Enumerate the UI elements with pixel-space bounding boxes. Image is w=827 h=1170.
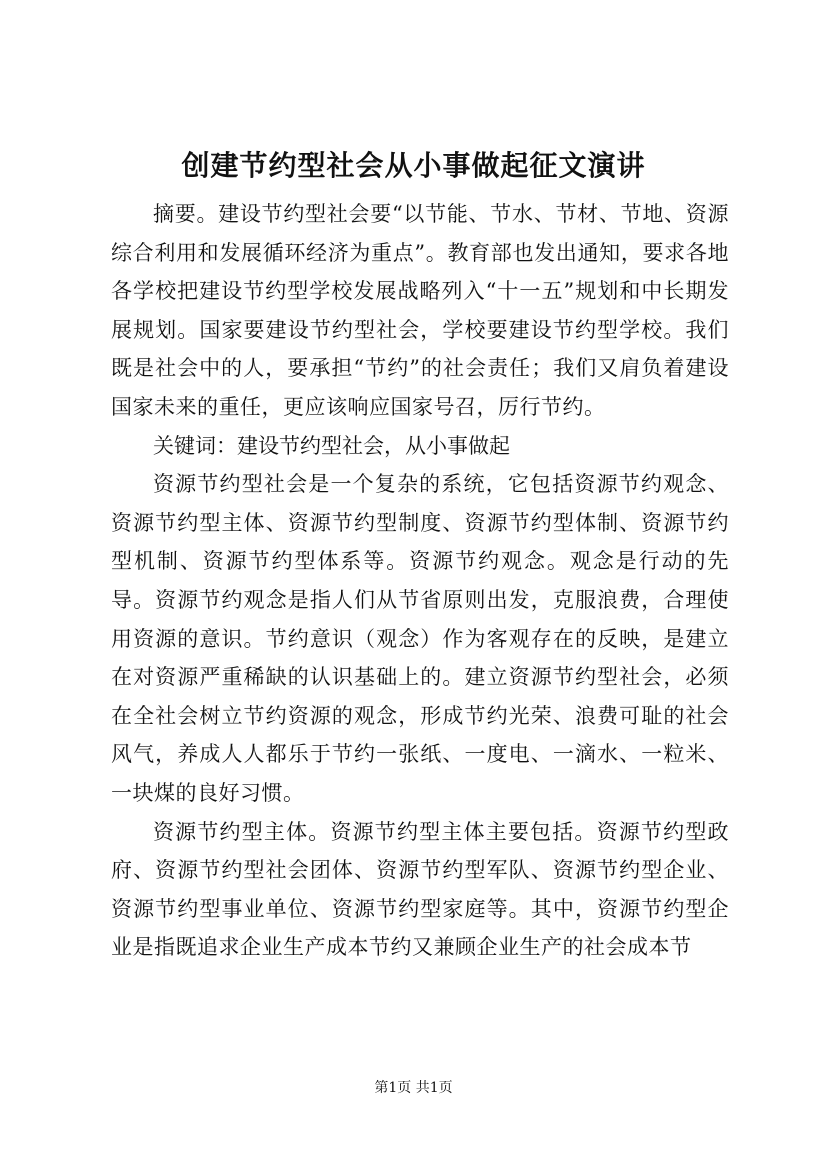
keywords-paragraph: 关键词：建设节约型社会，从小事做起 bbox=[153, 433, 510, 458]
abstract-paragraph: 摘要。建设节约型社会要“以节能、节水、节材、节地、资源综合利用和发展循环经济为重点”。教育部也发出通知，要求各地各学校把建设节约型学校发展战略列入“十一五”规划和中长期发展规划。国家要建设节约型社会，学校要建设节约型学校。我们既是社会中的人，要承担“节约”的社会责任；我们又肩负着建设国家未来的重任，更应该响应国家号召，厉行节约。 bbox=[111, 202, 729, 419]
document-body bbox=[111, 195, 729, 967]
page-footer: 第1页 共1页 bbox=[374, 1080, 453, 1096]
body-paragraph-1: 资源节约型社会是一个复杂的系统，它包括资源节约观念、资源节约型主体、资源节约型制度、资源节约型体制、资源节约型机制、资源节约型体系等。资源节约观念。观念是行动的先导。资源节约观念是指人们从节省原则出发，克服浪费，合理使用资源的意识。节约意识（观念）作为客观存在的反映，是建立在对资源严重稀缺的认识基础上的。建立资源节约型社会，必须在全社会树立节约资源的观念，形成节约光荣、浪费可耻的社会风气，养成人人都乐于节约一张纸、一度电、一滴水、一粒米、一块煤的良好习惯。 bbox=[111, 472, 729, 805]
body-paragraph-2: 资源节约型主体。资源节约型主体主要包括。资源节约型政府、资源节约型社会团体、资源节约型军队、资源节约型企业、资源节约型事业单位、资源节约型家庭等。其中，资源节约型企业是指既追求企业生产成本节约又兼顾企业生产的社会成本节 bbox=[111, 819, 729, 960]
document-title: 创建节约型社会从小事做起征文演讲 bbox=[181, 149, 646, 182]
